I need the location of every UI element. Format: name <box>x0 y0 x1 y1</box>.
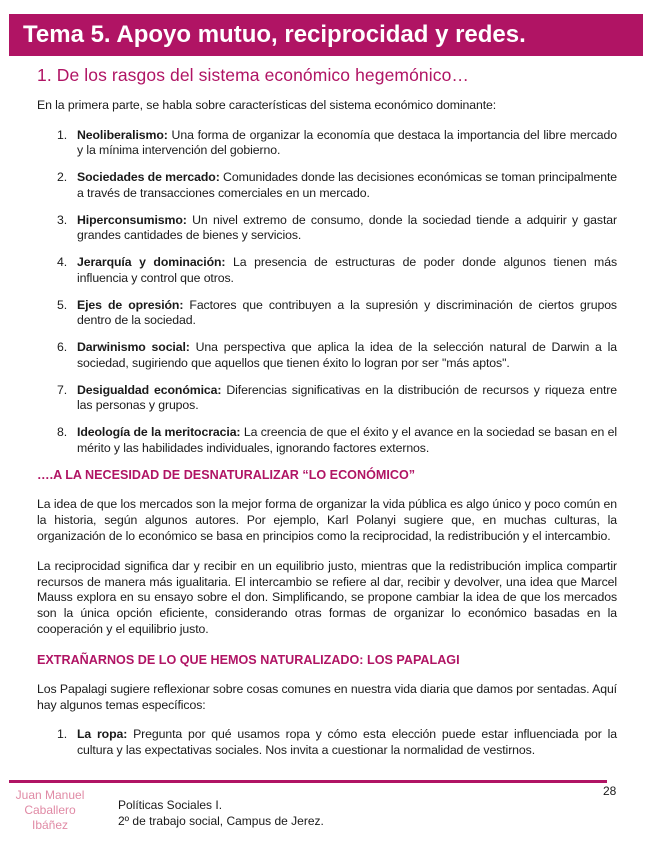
list-term: Jerarquía y dominación: <box>77 255 226 270</box>
list-text: Pregunta por qué usamos ropa y cómo esta elección puede estar influenciada por la cultura y las expectativas sociales. Nos invita a cuestionar la normalidad de vestirnos. <box>77 727 617 757</box>
list-item <box>37 340 617 371</box>
list-item <box>37 425 617 456</box>
list-text: La creencia de que el éxito y el avance en la sociedad se basan en el mérito y las habilidades individuales, ignorando factores externos. <box>77 424 617 455</box>
footer-divider <box>9 780 607 783</box>
list-item <box>37 298 617 329</box>
section-title: 1. De los rasgos del sistema económico hegemónico… <box>37 65 470 85</box>
paragraph: La reciprocidad significa dar y recibir en un equilibrio justo, mientras que la redistribución implica compartir recursos de manera más igualitaria. El intercambio se refiere al dar, recibir y devolver, una idea que Marcel Mauss explora en su ensayo sobre el don. Simplificando, se propone cambiar la idea de que los mercados son la única opción eficiente, considerando otras formas de organizar lo económico basadas en la cooperación y el equilibrio justo. <box>37 559 617 636</box>
course-info <box>118 797 324 829</box>
list-item <box>37 213 617 244</box>
section-intro: En la primera parte, se habla sobre características del sistema económico dominante: <box>37 98 497 112</box>
list-number: 1. <box>57 127 68 142</box>
list-item <box>37 255 617 286</box>
list-number: 6. <box>57 340 68 355</box>
course-details: 2º de trabajo social, Campus de Jerez. <box>118 814 324 828</box>
author-line: Caballero <box>24 803 76 817</box>
author-line: Ibáñez <box>31 818 69 832</box>
list-item <box>37 727 617 758</box>
list-term: Desigualdad económica: <box>77 382 222 397</box>
list-item <box>37 170 617 201</box>
list-item <box>37 383 617 414</box>
paragraph: La idea de que los mercados son la mejor forma de organizar la vida pública es algo único y poco común en la historia, según algunos autores. Por ejemplo, Karl Polanyi sugiere que, en muchas culturas, la organización de lo económico se basa en principios como la reciprocidad, la redistribución y el intercambio. <box>37 497 617 543</box>
list-number: 2. <box>57 170 68 185</box>
list-term: Darwinismo social: <box>77 340 190 355</box>
list-term: La ropa: <box>77 727 128 742</box>
page-header <box>9 14 643 56</box>
list-number: 8. <box>57 424 68 439</box>
list-item <box>37 128 617 159</box>
document-body <box>37 64 617 770</box>
list-number: 4. <box>57 255 68 270</box>
page-title: Tema 5. Apoyo mutuo, reciprocidad y redes. <box>23 21 526 48</box>
traits-list <box>37 128 617 457</box>
list-text: Diferencias significativas en la distribución de recursos y riqueza entre las personas y grupos. <box>77 382 617 413</box>
list-text: Factores que contribuyen a la supresión y discriminación de ciertos grupos dentro de la sociedad. <box>77 297 617 328</box>
list-text: La presencia de estructuras de poder donde algunos tienen más influencia y control que otros. <box>77 255 617 285</box>
list-term: Ideología de la meritocracia: <box>77 424 241 439</box>
list-number: 1. <box>57 727 68 742</box>
list-text: Una perspectiva que aplica la idea de la selección natural de Darwin a la sociedad, sugiriendo que aquellos que tienen éxito lo logran por ser "más aptos". <box>77 340 617 370</box>
list-term: Sociedades de mercado: <box>77 170 220 185</box>
page-number: 28 <box>603 784 617 798</box>
list-text: Comunidades donde las decisiones económicas se toman principalmente a través de transacciones comerciales en un mercado. <box>77 170 617 200</box>
section-subheading: EXTRAÑARNOS DE LO QUE HEMOS NATURALIZADO: LOS PAPALAGI <box>37 653 460 668</box>
list-number: 7. <box>57 382 68 397</box>
course-name: Políticas Sociales I. <box>118 798 223 812</box>
list-text: Una forma de organizar la economía que destaca la importancia del libre mercado y la mínima intervención del gobierno. <box>77 127 617 158</box>
section-intro: Los Papalagi sugiere reflexionar sobre cosas comunes en nuestra vida diaria que damos por sentadas. Aquí hay algunos temas específicos: <box>37 682 617 712</box>
list-term: Ejes de opresión: <box>77 297 184 312</box>
list-term: Hiperconsumismo: <box>77 212 187 227</box>
list-number: 3. <box>57 212 68 227</box>
section-subheading: ….A LA NECESIDAD DE DESNATURALIZAR “LO ECONÓMICO” <box>37 468 416 483</box>
papalagi-list <box>37 727 617 758</box>
list-number: 5. <box>57 297 68 312</box>
author-line: Juan Manuel <box>15 788 85 802</box>
author-name <box>12 788 88 833</box>
list-text: Un nivel extremo de consumo, donde la sociedad tiende a adquirir y gastar grandes cantidades de bienes y servicios. <box>77 212 617 243</box>
list-term: Neoliberalismo: <box>77 127 168 142</box>
